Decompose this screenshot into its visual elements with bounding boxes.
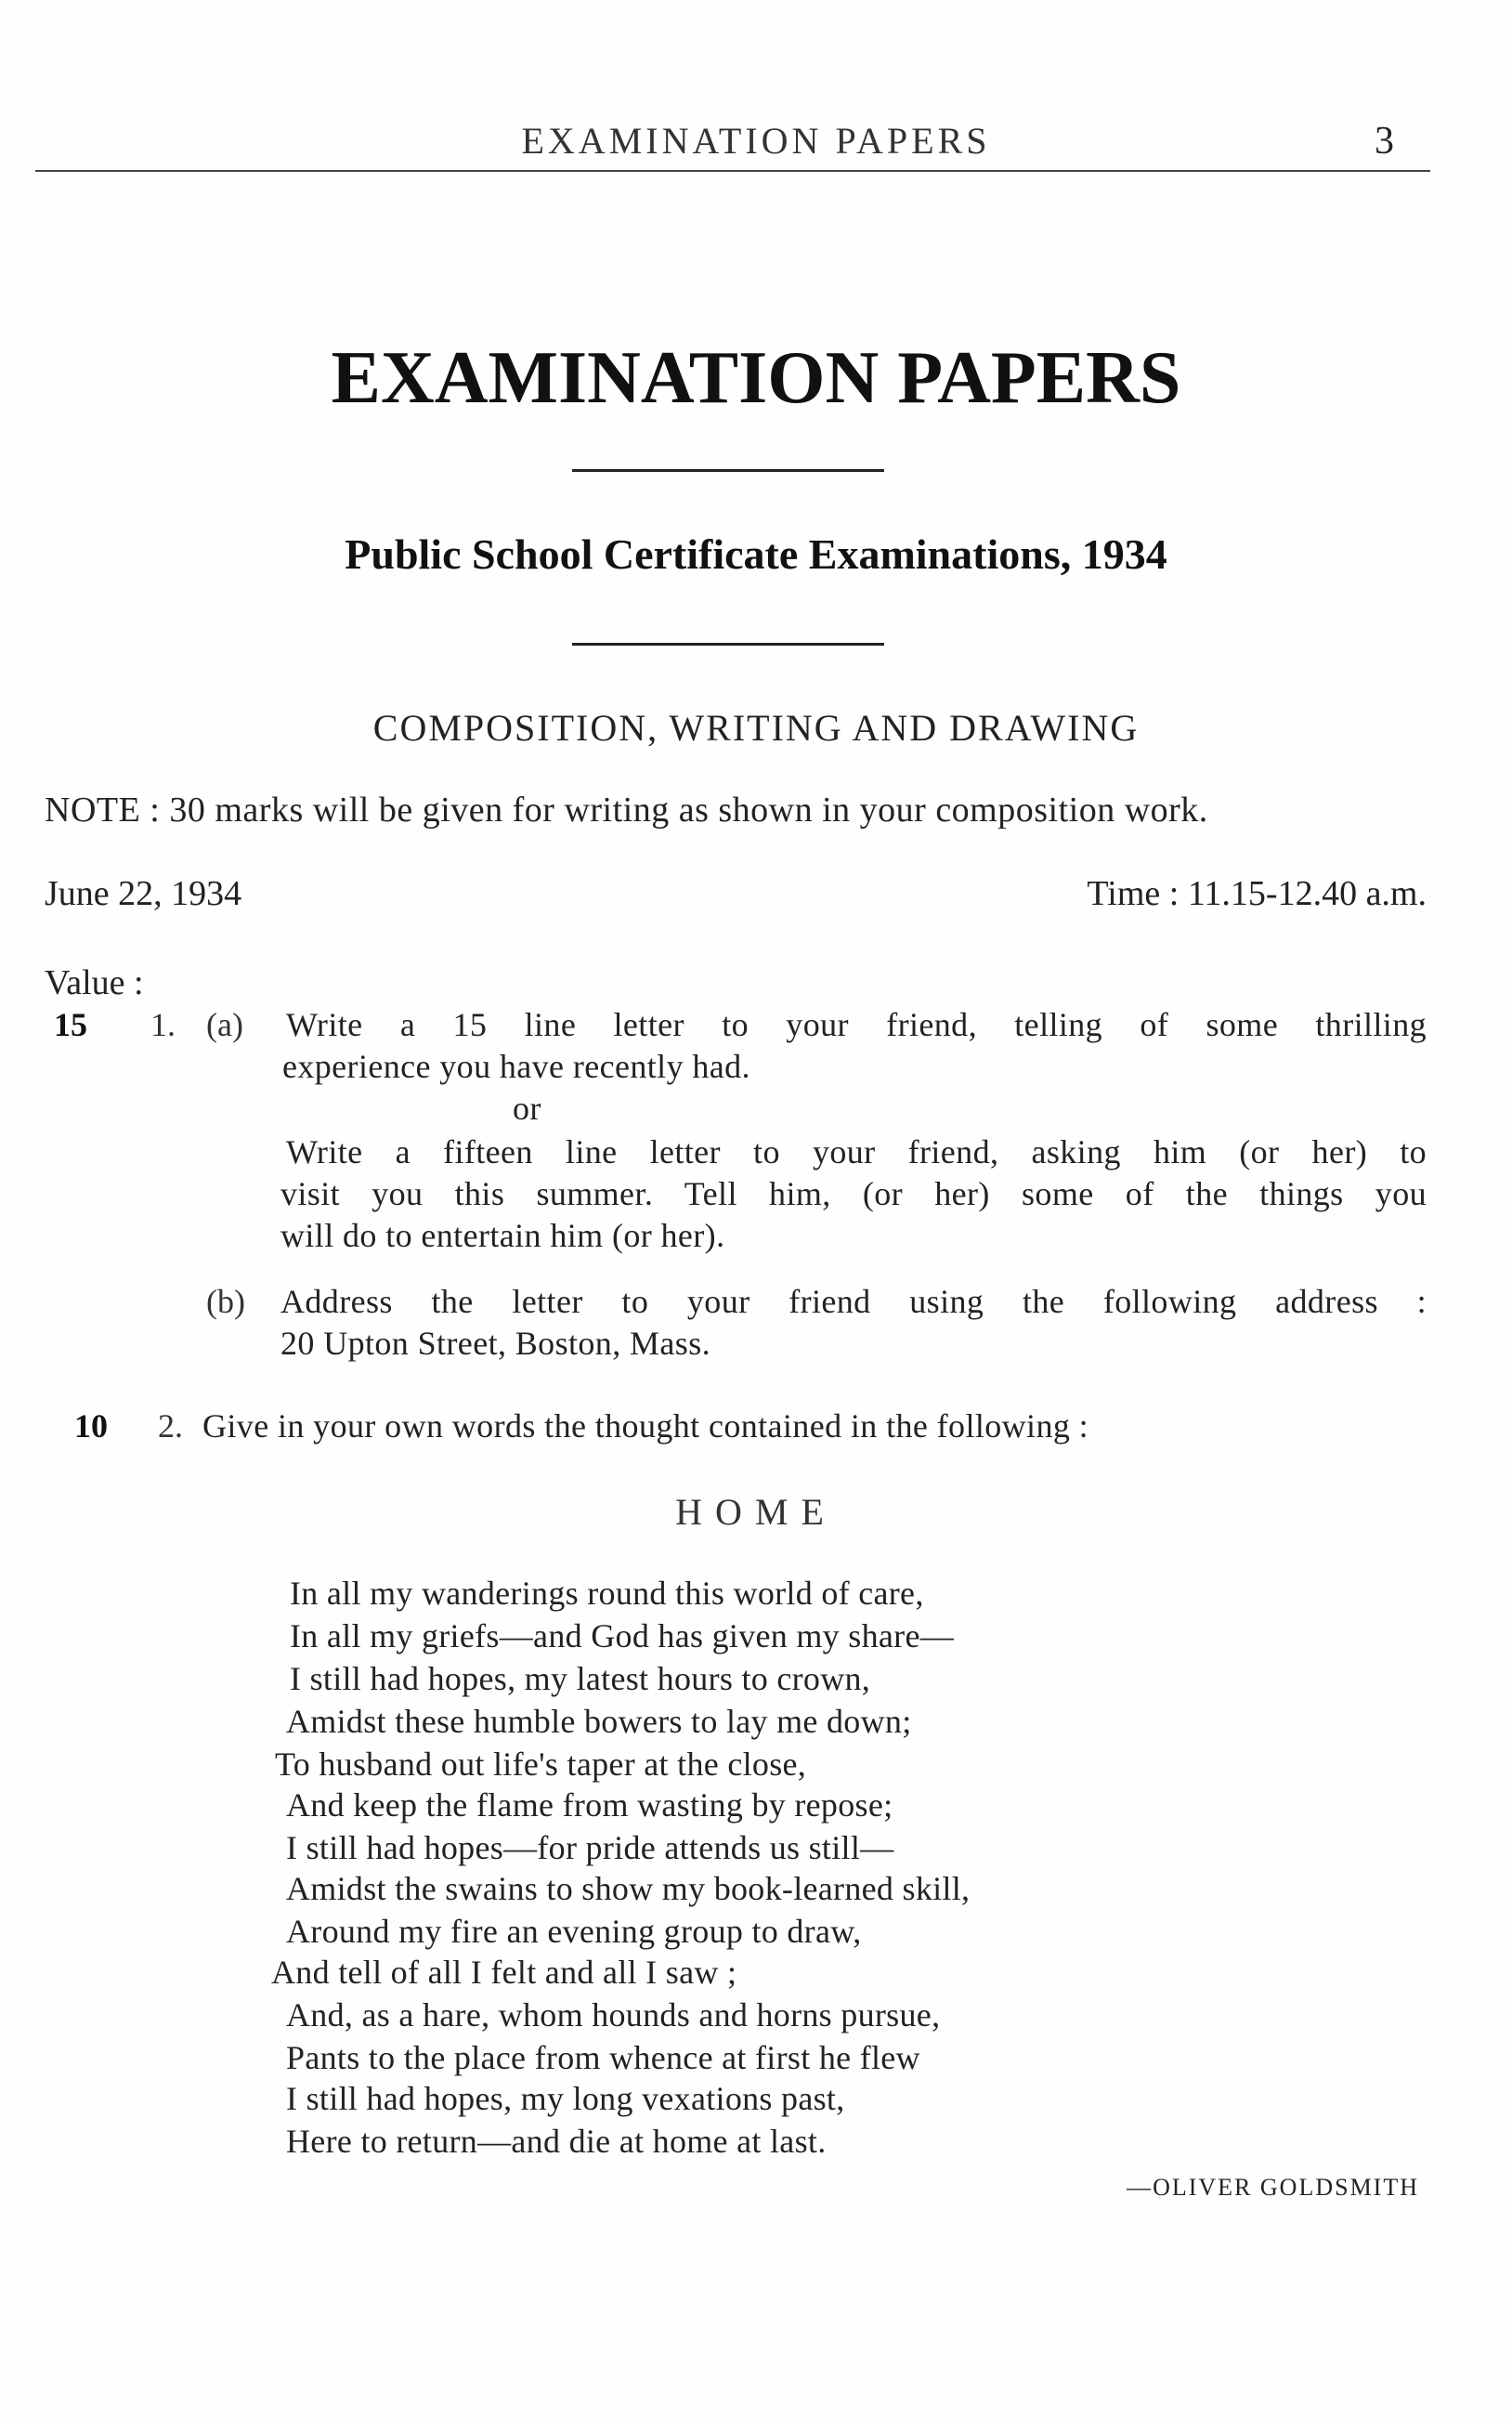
question-text-line: Write a 15 line letter to your friend, telling of some thrilling [286, 1006, 1427, 1043]
poem-line: I still had hopes, my latest hours to crown, [290, 1660, 871, 1697]
poem-attribution: —OLIVER GOLDSMITH [1127, 2174, 1419, 2201]
question-text-line: will do to entertain him (or her). [280, 1217, 725, 1254]
question-text-line: or [513, 1090, 541, 1127]
page-number: 3 [1375, 120, 1394, 163]
question-text-line: experience you have recently had. [282, 1048, 750, 1085]
poem-line: In all my wanderings round this world of care, [290, 1575, 924, 1612]
poem-line: To husband out life's taper at the close, [275, 1746, 807, 1783]
subtitle-divider [572, 643, 884, 646]
poem-line: And tell of all I felt and all I saw ; [271, 1954, 737, 1991]
poem-line: I still had hopes—for pride attends us still— [286, 1829, 894, 1866]
question-text-line: 20 Upton Street, Boston, Mass. [280, 1325, 711, 1362]
section-title: COMPOSITION, WRITING AND DRAWING [372, 707, 1140, 749]
poem-line: And keep the flame from wasting by repose; [286, 1786, 893, 1824]
exam-time: Time : 11.15-12.40 a.m. [1087, 874, 1427, 913]
question-value: 10 [74, 1407, 108, 1445]
question-text-line: Address the letter to your friend using the following address : [280, 1283, 1427, 1320]
header-rule [35, 170, 1430, 172]
poem-line: Around my fire an evening group to draw, [286, 1913, 862, 1950]
question-number: 2. [158, 1407, 183, 1445]
question-part-label: (b) [206, 1283, 245, 1320]
question-text-line: Give in your own words the thought contained in the following : [202, 1407, 1089, 1445]
poem-title: HOME [675, 1491, 837, 1533]
exam-note: NOTE : 30 marks will be given for writing as shown in your composition work. [45, 791, 1208, 830]
running-header: EXAMINATION PAPERS [521, 120, 991, 162]
question-number: 1. [150, 1006, 176, 1043]
page-subtitle: Public School Certificate Examinations, 1934 [345, 530, 1167, 578]
question-part-label: (a) [206, 1006, 243, 1043]
question-text-line: visit you this summer. Tell him, (or her) some of the things you [280, 1175, 1427, 1212]
page-title: EXAMINATION PAPERS [331, 337, 1181, 419]
poem-line: In all my griefs—and God has given my share— [290, 1617, 955, 1654]
title-divider [572, 469, 884, 472]
question-text-line: Write a fifteen line letter to your friend, asking him (or her) to [286, 1133, 1427, 1170]
poem-line: Amidst the swains to show my book-learned skill, [286, 1870, 971, 1907]
value-heading: Value : [45, 963, 144, 1002]
poem-line: Pants to the place from whence at first he flew [286, 2039, 920, 2076]
question-value: 15 [54, 1006, 87, 1043]
poem-line: And, as a hare, whom hounds and horns pursue, [286, 1996, 941, 2033]
poem-line: Here to return—and die at home at last. [286, 2123, 827, 2160]
exam-date: June 22, 1934 [45, 874, 242, 913]
poem-line: Amidst these humble bowers to lay me down; [286, 1703, 912, 1740]
poem-line: I still had hopes, my long vexations past, [286, 2080, 845, 2117]
